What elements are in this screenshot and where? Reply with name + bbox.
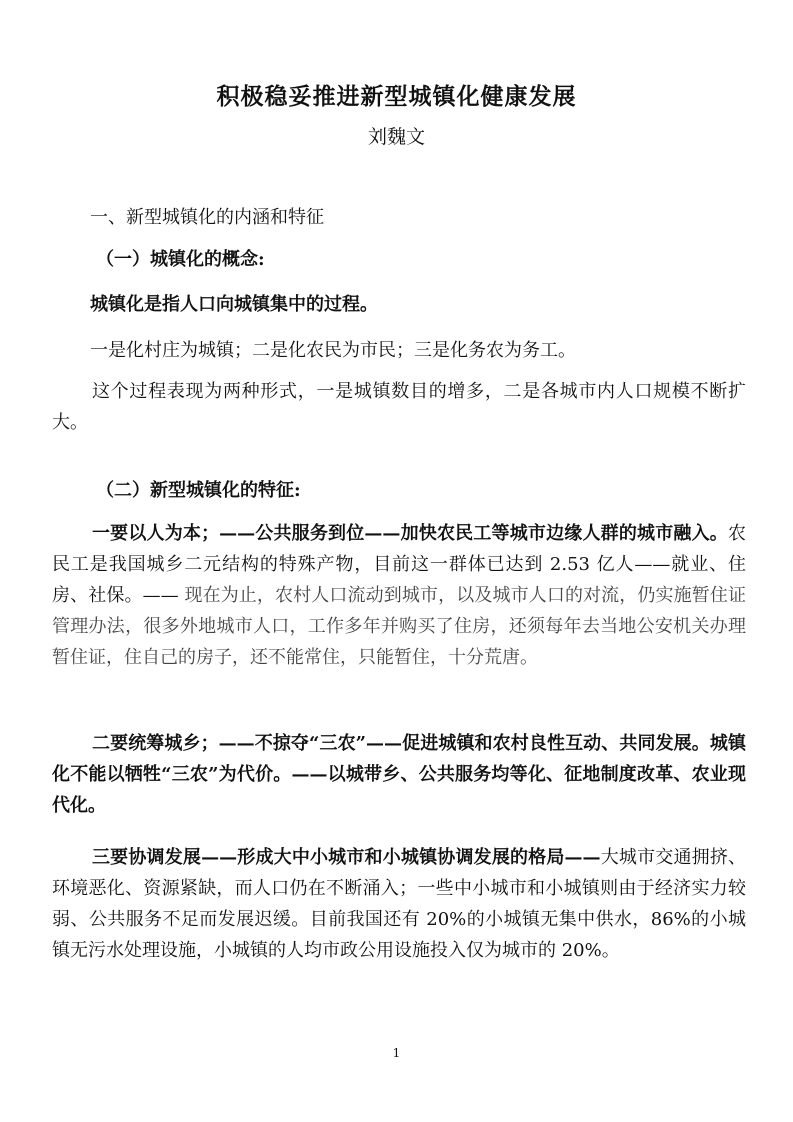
feature-1-paragraph xyxy=(52,518,746,673)
feature-2-text: 二要统筹城乡；——不掠夺“三农”——促进城镇和农村良性互动、共同发展。城镇化不能以牺牲“三农”为代价。——以城带乡、公共服务均等化、征地制度改革、农业现代化。 xyxy=(52,733,746,816)
feature-3-paragraph xyxy=(52,842,746,966)
feature-2-paragraph xyxy=(52,728,746,821)
document-title: 积极稳妥推进新型城镇化健康发展 xyxy=(216,83,577,110)
section-heading: 一、新型城镇化的内涵和特征 xyxy=(90,207,324,228)
page-number: 1 xyxy=(392,1046,401,1060)
feature-3-heading: 三要协调发展——形成大中小城市和小城镇协调发展的格局—— xyxy=(92,847,601,868)
feature-1-text: 农民工是我国城乡二元结构的特殊产物，目前这一群体已达到 2.53 亿人——就业、住房、社保。—— xyxy=(52,523,746,606)
forms-paragraph-text: 这个过程表现为两种形式，一是城镇数目的增多，二是各城市内人口规模不断扩大。 xyxy=(52,381,746,433)
subsection-heading-features: （二）新型城镇化的特征: xyxy=(96,480,301,501)
definition-text: 城镇化是指人口向城镇集中的过程。 xyxy=(90,294,378,315)
author-name: 刘魏文 xyxy=(367,126,425,148)
feature-1-detail: 现在为止，农村人口流动到城市，以及城市人口的对流，仍实施暂住证管理办法，很多外地城市人口，工作多年并购买了住房，还须每年去当地公安机关办理暂住证，住自己的房子，还不能常住，只能暂住，十分荒唐。 xyxy=(52,585,747,668)
feature-1-heading: 一要以人为本；——公共服务到位——加快农民工等城市边缘人群的城市融入。 xyxy=(92,523,728,544)
forms-paragraph xyxy=(52,376,746,438)
feature-3-text: 大城市交通拥挤、环境恶化、资源紧缺，而人口仍在不断涌入；一些中小城市和小城镇则由于经济实力较弱、公共服务不足而发展迟缓。目前我国还有 20%的小城镇无集中供水，86%的小城镇无污水处理设施，小城镇的人均市政公用设施投入仅为城市的 20%。 xyxy=(52,847,747,961)
subsection-heading-concept: （一）城镇化的概念: xyxy=(96,249,265,270)
three-points-text: 一是化村庄为城镇；二是化农民为市民；三是化务农为务工。 xyxy=(90,340,576,361)
